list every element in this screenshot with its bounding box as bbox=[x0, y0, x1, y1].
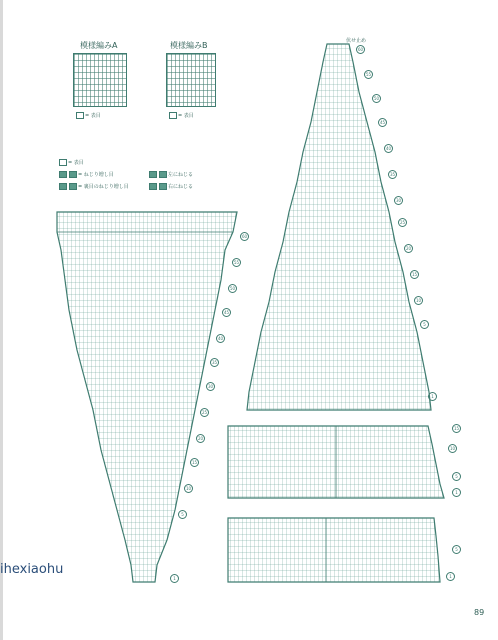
left-chart-row-50: 50 bbox=[229, 286, 236, 291]
purl-twisted-key-icon bbox=[59, 183, 67, 190]
bottom-block-2-row-5: 5 bbox=[452, 545, 461, 554]
left-chart-row-20: 20 bbox=[197, 436, 204, 441]
right-chart-row-1: 1 bbox=[428, 392, 437, 401]
right-chart-row-20: 20 bbox=[405, 246, 412, 251]
right-chart-row-25: 25 bbox=[399, 220, 406, 225]
right-chart-row-50: 50 bbox=[373, 96, 380, 101]
left-triangle-chart bbox=[55, 210, 255, 590]
watermark-text: ihexiaohu bbox=[0, 562, 64, 577]
left-chart-row-30: 30 bbox=[207, 384, 214, 389]
bottom-block-1-row-10: 10 bbox=[449, 446, 456, 451]
legend-knit: = 表目 bbox=[58, 159, 84, 166]
left-chart-row-5: 5 bbox=[178, 510, 187, 519]
right-chart-row-15: 15 bbox=[411, 272, 418, 277]
bottom-block-2-row-1: 1 bbox=[446, 572, 455, 581]
page-number: 89 bbox=[474, 608, 485, 617]
pattern-b-title: 模様編みB bbox=[170, 41, 208, 50]
left-chart-row-40: 40 bbox=[217, 336, 224, 341]
left-chart-row-60: 60 bbox=[241, 234, 248, 239]
pattern-a-chart bbox=[73, 53, 127, 107]
right-chart-row-60: 60 bbox=[357, 47, 364, 52]
bottom-block-2-chart bbox=[226, 516, 456, 586]
bottom-block-1-row-5: 5 bbox=[452, 472, 461, 481]
right-chart-row-45: 45 bbox=[379, 120, 386, 125]
pattern-b-chart bbox=[166, 53, 216, 107]
bottom-block-1-chart bbox=[226, 424, 456, 502]
left-chart-row-45: 45 bbox=[223, 310, 230, 315]
right-triangle-chart bbox=[245, 42, 440, 414]
legend-twisted-increase: = ねじり増し目 bbox=[58, 171, 114, 178]
legend-right-twist: 右にねじる bbox=[148, 183, 193, 190]
left-chart-row-55: 55 bbox=[233, 260, 240, 265]
bind-off-label: 伏せ止め bbox=[346, 38, 367, 44]
left-twist-key-icon bbox=[149, 171, 157, 178]
left-chart-row-15: 15 bbox=[191, 460, 198, 465]
twisted-increase-key-icon bbox=[59, 171, 67, 178]
right-chart-row-5: 5 bbox=[420, 320, 429, 329]
page-gutter bbox=[0, 0, 3, 640]
left-twist-key-icon bbox=[159, 171, 167, 178]
legend-purl-twisted-increase: = 裏目のねじり増し目 bbox=[58, 183, 129, 190]
right-chart-row-40: 40 bbox=[385, 146, 392, 151]
pattern-a-title: 模様編みA bbox=[80, 41, 118, 50]
purl-twisted-key-icon bbox=[69, 183, 77, 190]
left-chart-row-35: 35 bbox=[211, 360, 218, 365]
right-twist-key-icon bbox=[159, 183, 167, 190]
right-chart-row-55: 55 bbox=[365, 72, 372, 77]
left-chart-row-25: 25 bbox=[201, 410, 208, 415]
pattern-b-legend: = 表目 bbox=[168, 112, 194, 119]
knit-key-icon bbox=[59, 159, 67, 166]
right-chart-row-30: 30 bbox=[395, 198, 402, 203]
left-chart-row-1: 1 bbox=[170, 574, 179, 583]
knit-key-icon bbox=[76, 112, 84, 119]
right-twist-key-icon bbox=[149, 183, 157, 190]
right-chart-row-35: 35 bbox=[389, 172, 396, 177]
legend-left-twist: 左にねじる bbox=[148, 171, 193, 178]
knit-key-icon bbox=[169, 112, 177, 119]
twisted-increase-key-icon bbox=[69, 171, 77, 178]
bottom-block-1-row-15: 15 bbox=[453, 426, 460, 431]
left-chart-row-10: 10 bbox=[185, 486, 192, 491]
bottom-block-1-row-1: 1 bbox=[452, 488, 461, 497]
right-chart-row-10: 10 bbox=[415, 298, 422, 303]
pattern-a-legend: = 表目 bbox=[75, 112, 101, 119]
